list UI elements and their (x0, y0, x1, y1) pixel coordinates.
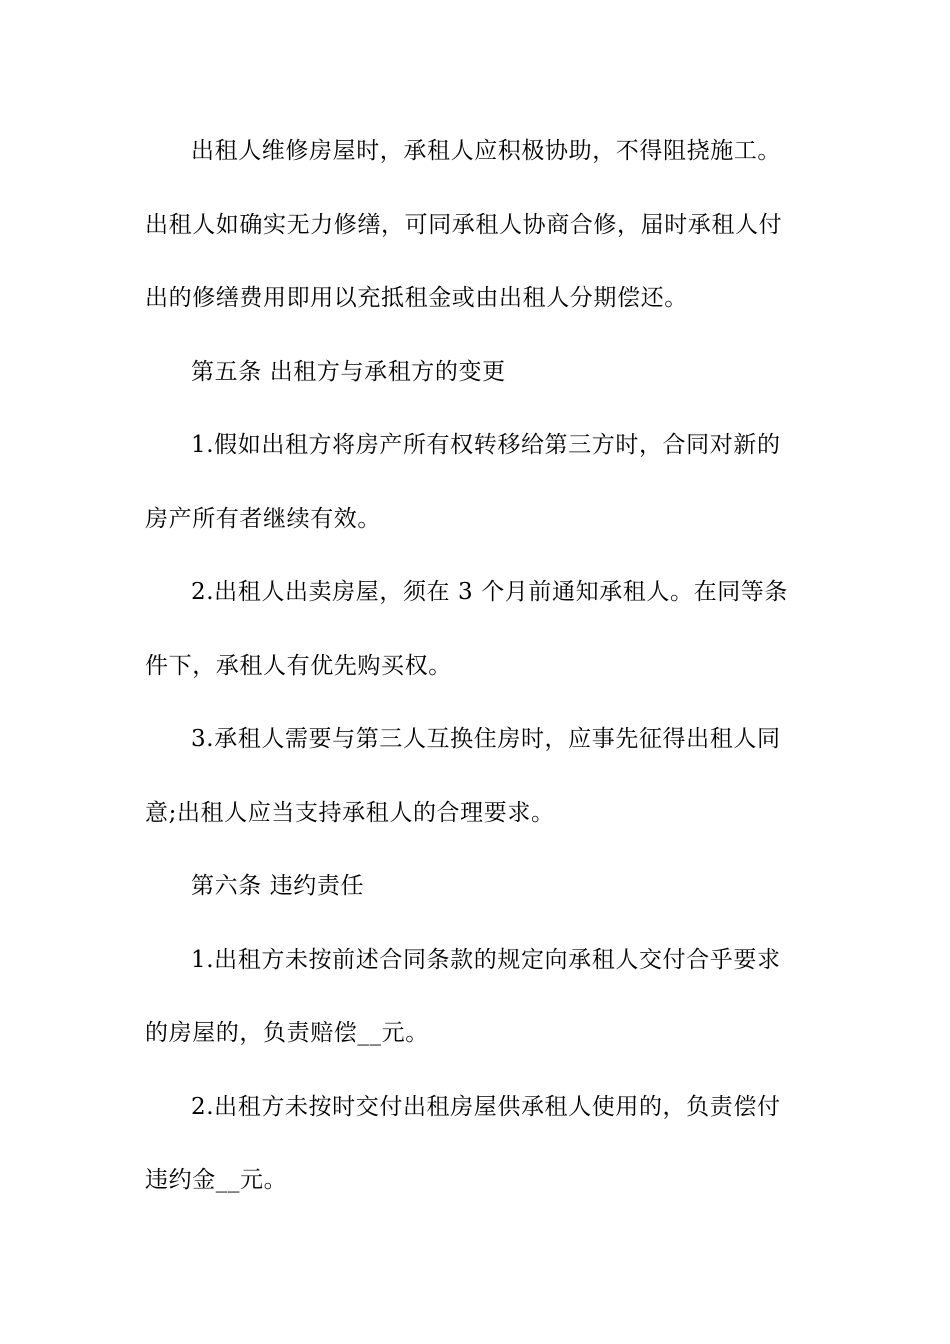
document-body (145, 126, 805, 1229)
paragraph-line: 2.出租人出卖房屋，须在 3 个月前通知承租人。在同等条 (191, 579, 788, 605)
paragraph-line: 出租人如确实无力修缮，可同承租人协商合修，届时承租人付 (145, 211, 783, 238)
paragraph-line: 3.承租人需要与第三人互换住房时，应事先征得出租人同 (191, 726, 781, 752)
article-heading: 第六条 违约责任 (191, 873, 365, 899)
paragraph-line: 的房屋的，负责赔偿__元。 (145, 1020, 429, 1046)
paragraph-line: 1.出租方未按前述合同条款的规定向承租人交付合乎要求 (191, 946, 781, 973)
paragraph-line: 出的修缮费用即用以充抵租金或由出租人分期偿还。 (145, 285, 688, 311)
paragraph-line: 违约金__元。 (145, 1167, 288, 1193)
paragraph-line: 房产所有者继续有效。 (145, 505, 381, 532)
article-heading: 第五条 出租方与承租方的变更 (191, 358, 506, 385)
paragraph-line: 出租人维修房屋时，承租人应积极协助，不得阻挠施工。 (191, 138, 781, 164)
paragraph-line: 2.出租方未按时交付出租房屋供承租人使用的，负责偿付 (191, 1093, 781, 1120)
paragraph-line: 1.假如出租方将房产所有权转移给第三方时，合同对新的 (191, 432, 781, 458)
paragraph-line: 意;出租人应当支持承租人的合理要求。 (145, 799, 555, 826)
paragraph-line: 件下，承租人有优先购买权。 (145, 652, 452, 679)
